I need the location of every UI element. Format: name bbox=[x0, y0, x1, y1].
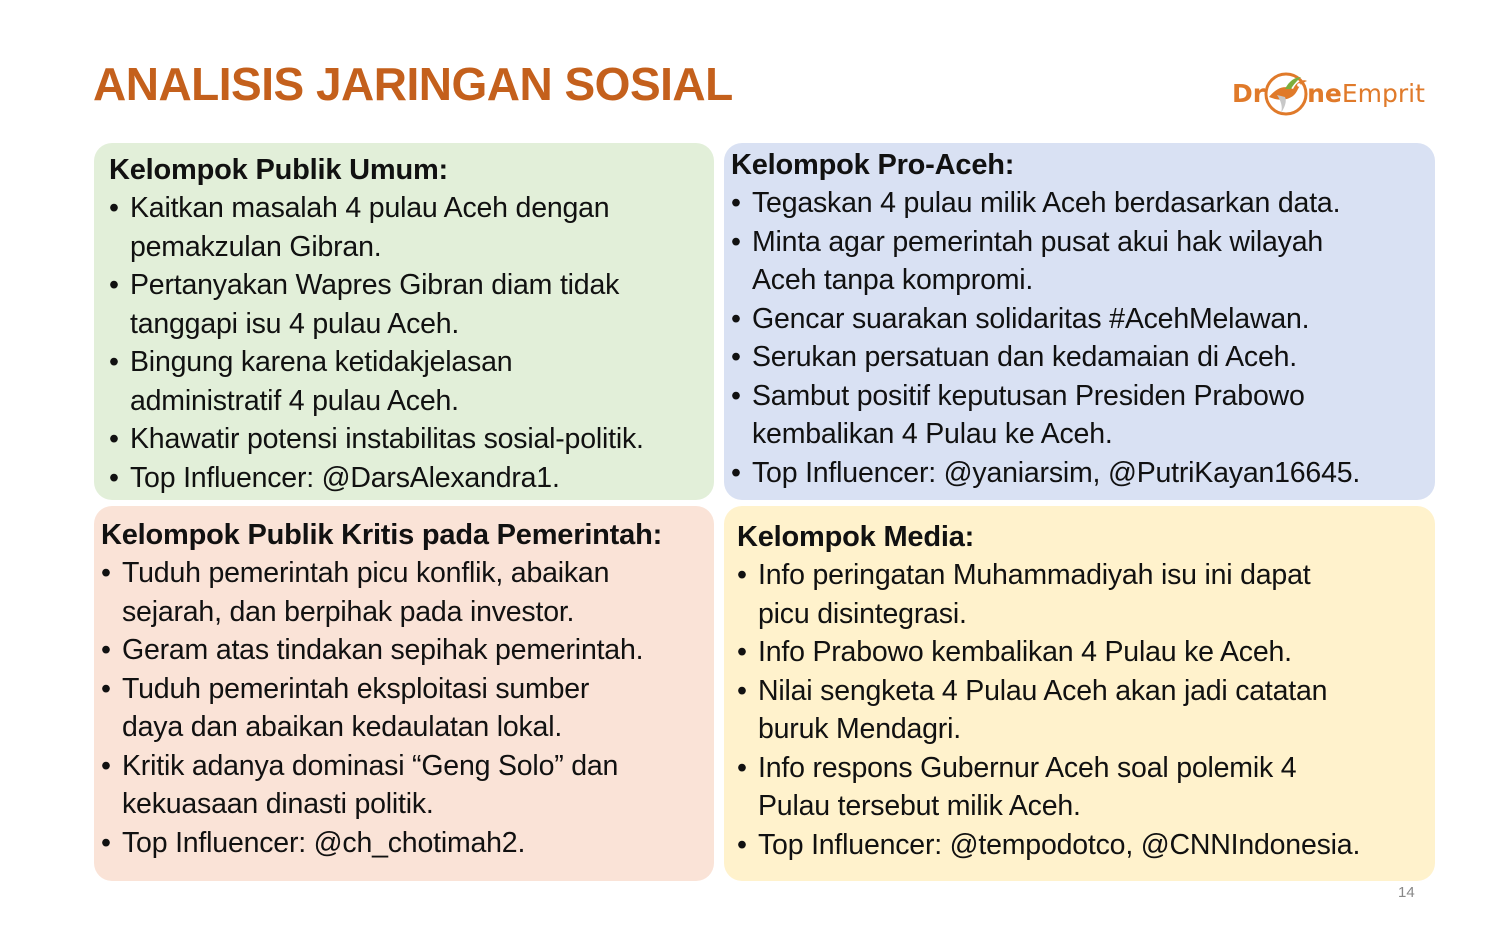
bullet-text: Tuduh pemerintah eksploitasi sumber daya dan abaikan kedaulatan lokal. bbox=[122, 672, 590, 743]
bullet-dot: • bbox=[109, 192, 119, 224]
bullet-dot: • bbox=[731, 341, 741, 373]
slide-title: ANALISIS JARINGAN SOSIAL bbox=[93, 58, 733, 110]
bullet-dot: • bbox=[737, 751, 747, 784]
bullet-dot: • bbox=[737, 674, 747, 707]
bullet-dot: • bbox=[101, 749, 111, 782]
bullet-text: Top Influencer: @yaniarsim, @PutriKayan16645. bbox=[752, 456, 1361, 489]
group-box-critical-public bbox=[94, 506, 714, 881]
logo-text-emprit: Emprit bbox=[1341, 79, 1425, 108]
group-box-public bbox=[94, 143, 714, 500]
group-box-media bbox=[724, 506, 1435, 881]
bullet-dot: • bbox=[731, 379, 741, 412]
group-bullet-list bbox=[737, 556, 1435, 864]
bullet-text: Serukan persatuan dan kedamaian di Aceh. bbox=[752, 341, 1297, 373]
bullet-dot: • bbox=[731, 456, 741, 489]
bullet-dot: • bbox=[101, 826, 111, 859]
bullet-item bbox=[109, 459, 714, 498]
bullet-item bbox=[737, 672, 1435, 749]
bullet-text: Info respons Gubernur Aceh soal polemik 4 Pulau tersebut milik Aceh. bbox=[758, 751, 1297, 822]
group-heading: Kelompok Media: bbox=[737, 521, 975, 553]
bullet-item bbox=[731, 454, 1435, 493]
bullet-text: Sambut positif keputusan Presiden Prabowo kembalikan 4 Pulau ke Aceh. bbox=[752, 379, 1305, 450]
bullet-text: Gencar suarakan solidaritas #AcehMelawan. bbox=[752, 302, 1310, 335]
bullet-text: Pertanyakan Wapres Gibran diam tidak tanggapi isu 4 pulau Aceh. bbox=[130, 269, 620, 340]
bullet-item bbox=[737, 633, 1435, 672]
bullet-item bbox=[737, 556, 1435, 633]
logo-text-dr: Dr bbox=[1232, 79, 1266, 108]
bullet-item bbox=[737, 749, 1435, 826]
bullet-text: Top Influencer: @tempodotco, @CNNIndonesia. bbox=[758, 828, 1361, 861]
bullet-item bbox=[731, 377, 1435, 454]
bullet-dot: • bbox=[101, 672, 111, 705]
bullet-dot: • bbox=[737, 559, 747, 591]
bullet-text: Geram atas tindakan sepihak pemerintah. bbox=[122, 634, 644, 666]
bullet-item bbox=[101, 824, 714, 863]
group-bullet-list bbox=[101, 554, 714, 862]
bullet-item bbox=[731, 300, 1435, 339]
bullet-text: Kaitkan masalah 4 pulau Aceh dengan pemakzulan Gibran. bbox=[130, 192, 610, 263]
bullet-item bbox=[731, 223, 1435, 300]
bullet-item bbox=[109, 189, 714, 266]
bullet-item bbox=[109, 420, 714, 459]
logo-text-ne: ne bbox=[1307, 79, 1342, 108]
bullet-item bbox=[101, 631, 714, 670]
bullet-dot: • bbox=[731, 302, 741, 335]
bullet-text: Info peringatan Muhammadiyah isu ini dapat picu disintegrasi. bbox=[758, 559, 1311, 630]
bullet-dot: • bbox=[731, 187, 741, 219]
bullet-text: Info Prabowo kembalikan 4 Pulau ke Aceh. bbox=[758, 636, 1292, 668]
bullet-item bbox=[109, 343, 714, 420]
bullet-text: Khawatir potensi instabilitas sosial-politik. bbox=[130, 423, 644, 455]
bullet-text: Top Influencer: @DarsAlexandra1. bbox=[130, 461, 560, 494]
page-number: 14 bbox=[1398, 884, 1415, 901]
group-box-pro-aceh bbox=[724, 143, 1435, 500]
bullet-dot: • bbox=[109, 461, 119, 494]
bullet-text: Kritik adanya dominasi “Geng Solo” dan kekuasaan dinasti politik. bbox=[122, 749, 619, 820]
bullet-dot: • bbox=[737, 828, 747, 861]
bullet-dot: • bbox=[101, 557, 111, 589]
bullet-item bbox=[101, 670, 714, 747]
bullet-item bbox=[101, 554, 714, 631]
group-heading: Kelompok Publik Kritis pada Pemerintah: bbox=[101, 519, 663, 551]
bullet-text: Bingung karena ketidakjelasan administratif 4 pulau Aceh. bbox=[130, 346, 513, 417]
bullet-item bbox=[731, 184, 1435, 223]
bullet-text: Tegaskan 4 pulau milik Aceh berdasarkan data. bbox=[752, 187, 1341, 219]
bullet-dot: • bbox=[109, 423, 119, 455]
bullet-text: Minta agar pemerintah pusat akui hak wilayah Aceh tanpa kompromi. bbox=[752, 225, 1324, 296]
bullet-dot: • bbox=[109, 346, 119, 378]
group-heading: Kelompok Pro-Aceh: bbox=[731, 149, 1015, 181]
bullet-text: Nilai sengketa 4 Pulau Aceh akan jadi catatan buruk Mendagri. bbox=[758, 674, 1328, 745]
bullet-item bbox=[101, 747, 714, 824]
bullet-item bbox=[737, 826, 1435, 865]
group-bullet-list bbox=[731, 184, 1435, 492]
group-bullet-list bbox=[109, 189, 714, 497]
bullet-dot: • bbox=[731, 225, 741, 258]
group-heading: Kelompok Publik Umum: bbox=[109, 154, 448, 186]
bullet-text: Top Influencer: @ch_chotimah2. bbox=[122, 826, 526, 859]
bullet-dot: • bbox=[101, 634, 111, 666]
bullet-item bbox=[109, 266, 714, 343]
bullet-dot: • bbox=[109, 269, 119, 301]
drone-emprit-logo bbox=[1232, 66, 1442, 122]
bird-in-circle-icon bbox=[1263, 71, 1309, 117]
bullet-item bbox=[731, 338, 1435, 377]
bullet-dot: • bbox=[737, 636, 747, 668]
bullet-text: Tuduh pemerintah picu konflik, abaikan sejarah, dan berpihak pada investor. bbox=[122, 557, 610, 628]
